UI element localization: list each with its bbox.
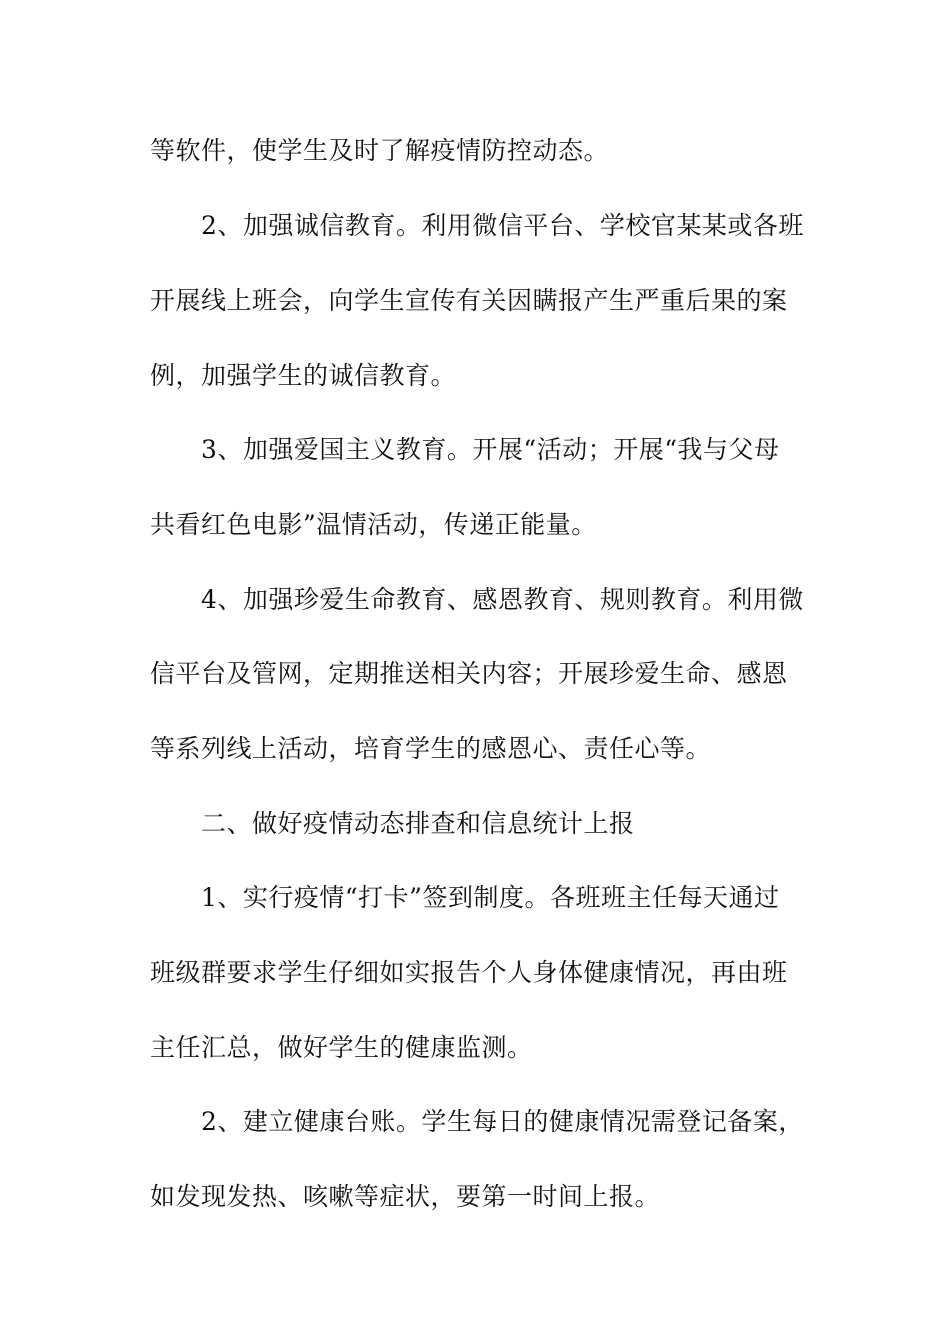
paragraph-line: 2、加强诚信教育。利用微信平台、学校官某某或各班 bbox=[201, 211, 804, 240]
paragraph-line: 4、加强珍爱生命教育、感恩教育、规则教育。利用微 bbox=[201, 585, 804, 614]
paragraph-line: 等软件，使学生及时了解疫情防控动态。 bbox=[150, 136, 610, 165]
paragraph-line: 1、实行疫情“打卡”签到制度。各班班主任每天通过 bbox=[201, 883, 780, 912]
paragraph-line: 例，加强学生的诚信教育。 bbox=[150, 361, 457, 390]
paragraph-line: 共看红色电影”温情活动，传递正能量。 bbox=[150, 510, 597, 539]
paragraph-line: 班级群要求学生仔细如实报告个人身体健康情况，再由班 bbox=[150, 958, 788, 987]
paragraph-line: 等系列线上活动，培育学生的感恩心、责任心等。 bbox=[150, 734, 712, 763]
paragraph-line: 信平台及管网，定期推送相关内容；开展珍爱生命、感恩 bbox=[150, 659, 788, 688]
paragraph-line: 开展线上班会，向学生宣传有关因瞒报产生严重后果的案 bbox=[150, 286, 788, 315]
paragraph-line: 如发现发热、咳嗽等症状，要第一时间上报。 bbox=[150, 1182, 661, 1211]
paragraph-line: 3、加强爱国主义教育。开展“活动；开展“我与父母 bbox=[201, 435, 780, 464]
paragraph-line: 2、建立健康台账。学生每日的健康情况需登记备案， bbox=[201, 1107, 804, 1136]
section-heading: 二、做好疫情动态排查和信息统计上报 bbox=[201, 809, 635, 838]
paragraph-line: 主任汇总，做好学生的健康监测。 bbox=[150, 1033, 533, 1062]
